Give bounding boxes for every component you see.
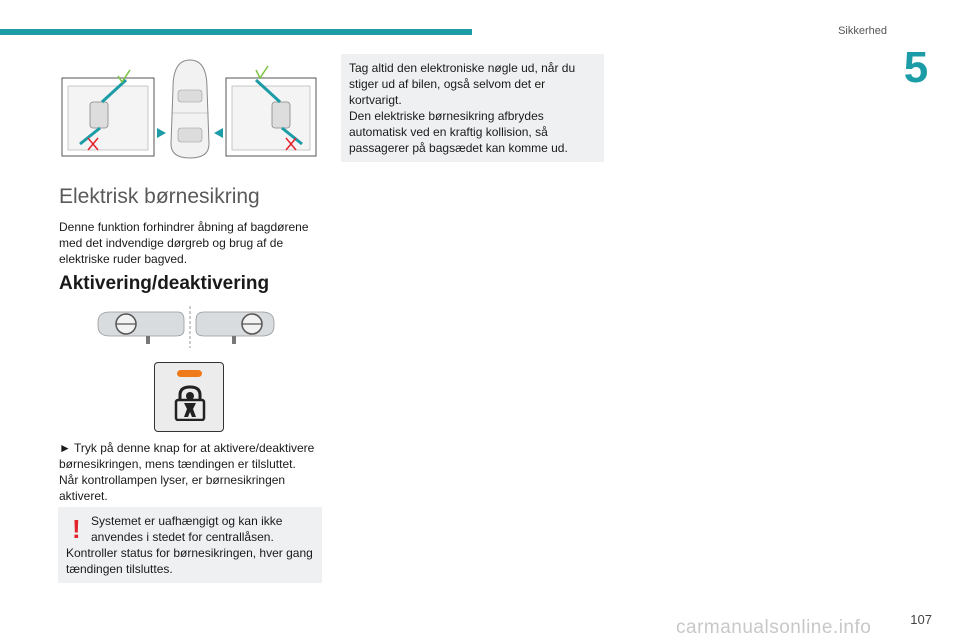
indicator-text: Når kontrollampen lyser, er børnesikringen aktiveret. xyxy=(59,473,286,503)
section-title: Elektrisk børnesikring xyxy=(59,185,260,208)
info-note-box xyxy=(341,54,604,162)
page-number: 107 xyxy=(910,612,932,627)
watermark: carmanualsonline.info xyxy=(676,617,872,638)
child-lock-button[interactable] xyxy=(154,362,224,432)
instruction-text: ► Tryk på denne knap for at aktivere/deaktivere børnesikringen, mens tændingen er tilsluttet. xyxy=(59,441,315,471)
warning-box xyxy=(58,507,322,583)
chapter-number: 5 xyxy=(888,38,944,98)
warning-icon: ! xyxy=(72,514,81,544)
warning-text-2: Kontroller status for børnesikringen, hver gang tændingen tilsluttes. xyxy=(66,546,313,576)
indicator-led xyxy=(177,370,202,377)
subheading: Aktivering/deaktivering xyxy=(59,273,270,294)
section-label: Sikkerhed xyxy=(838,25,887,37)
header-accent-bar xyxy=(0,29,472,35)
dashboard-illustration xyxy=(96,304,276,350)
warning-text-1: Systemet er uafhængigt og kan ikke anvendes i stedet for centrallåsen. xyxy=(91,514,283,544)
child-lock-icon xyxy=(172,385,208,421)
door-lock-illustration xyxy=(60,58,318,162)
note-text-2: Den elektriske børnesikring afbrydes automatisk ved en kraftig kollision, så passagerer på bagsædet kan komme ud. xyxy=(349,109,568,155)
note-text-1: Tag altid den elektroniske nøgle ud, når du stiger ud af bilen, også selvom det er kortvarigt. xyxy=(349,61,576,107)
intro-text: Denne funktion forhindrer åbning af bagdørene med det indvendige dørgreb og brug af de elektriske ruder bagved. xyxy=(59,220,309,266)
